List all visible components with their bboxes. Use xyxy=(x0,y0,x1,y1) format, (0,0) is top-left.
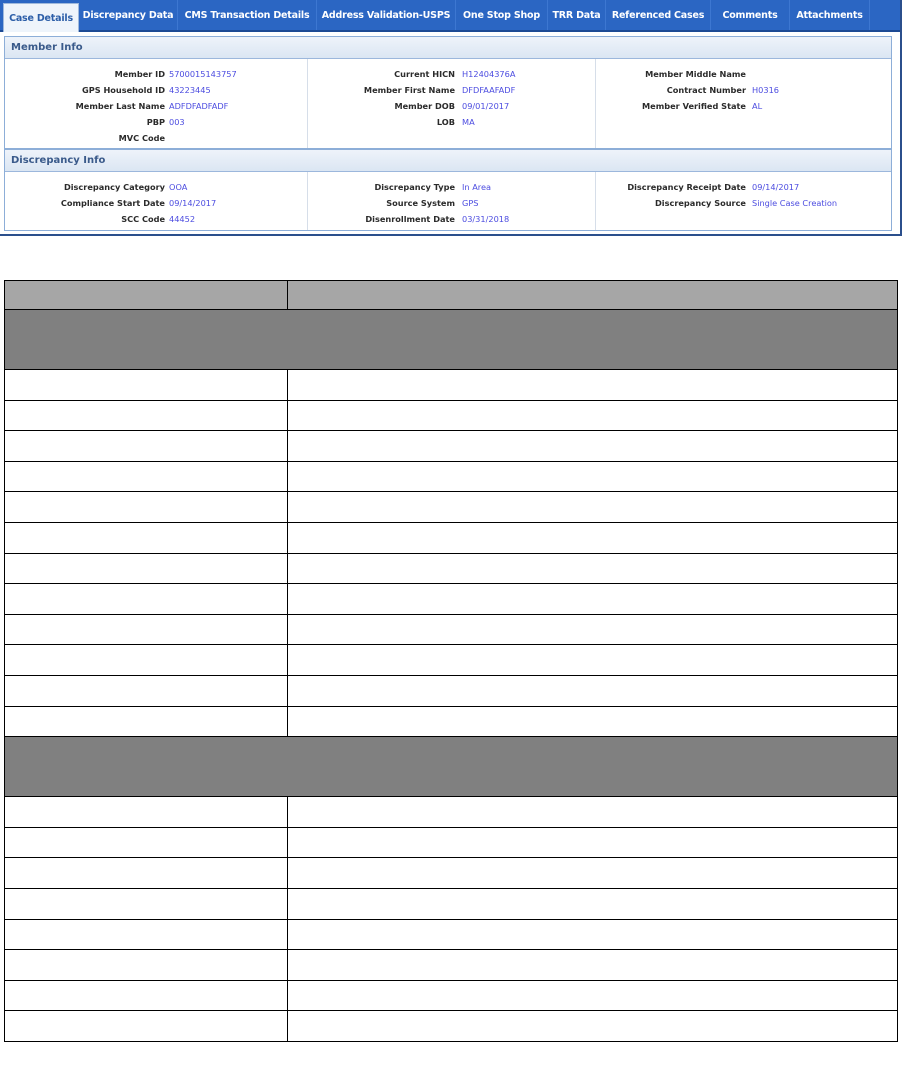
tab-cms-transaction-details[interactable]: CMS Transaction Details xyxy=(178,0,317,30)
table-row xyxy=(5,827,898,858)
table-cell xyxy=(288,553,898,584)
table-row xyxy=(5,370,898,401)
table-body xyxy=(5,310,898,1042)
tab-trr-data[interactable]: TRR Data xyxy=(548,0,606,30)
table-row xyxy=(5,980,898,1011)
discrepancy-type-field xyxy=(307,180,595,196)
member-dob-label: Member DOB xyxy=(394,101,455,111)
table-cell xyxy=(5,370,288,401)
member-dob-field xyxy=(307,99,595,115)
table-cell xyxy=(288,675,898,706)
table-header-row xyxy=(5,281,898,310)
disenrollment-date-value: 03/31/2018 xyxy=(462,214,510,224)
pbp-label: PBP xyxy=(146,117,165,127)
table-cell xyxy=(288,645,898,676)
tab-case-details[interactable]: Case Details xyxy=(3,3,79,32)
discrepancy-receipt-date-field xyxy=(595,180,891,196)
member-last-name-value: ADFDFADFADF xyxy=(169,101,229,111)
table-cell xyxy=(5,492,288,523)
table-header-cell xyxy=(288,281,898,310)
table-row xyxy=(5,461,898,492)
discrepancy-category-label: Discrepancy Category xyxy=(63,182,165,192)
table-cell xyxy=(5,675,288,706)
member-verified-state-field xyxy=(595,99,891,115)
table-cell xyxy=(5,614,288,645)
table-cell xyxy=(288,584,898,615)
table-cell xyxy=(288,827,898,858)
table-row xyxy=(5,797,898,828)
current-hicn-value: H12404376A xyxy=(462,69,516,79)
compliance-start-date-field xyxy=(5,196,307,212)
table-cell xyxy=(288,1011,898,1042)
table-row xyxy=(5,858,898,889)
table-cell xyxy=(288,614,898,645)
tab-address-validation-usps[interactable]: Address Validation-USPS xyxy=(317,0,456,30)
member-dob-value: 09/01/2017 xyxy=(462,101,510,111)
table-cell xyxy=(5,553,288,584)
scc-code-label: SCC Code xyxy=(121,214,165,224)
table-section-cell xyxy=(5,737,898,797)
pbp-value: 003 xyxy=(169,117,185,127)
table-cell xyxy=(288,492,898,523)
table-row xyxy=(5,950,898,981)
gps-household-id-value: 43223445 xyxy=(169,85,211,95)
discrepancy-source-field xyxy=(595,196,891,212)
case-details-window xyxy=(0,0,902,236)
table-row xyxy=(5,675,898,706)
table-cell xyxy=(288,370,898,401)
member-info-title: Member Info xyxy=(5,37,891,59)
table-row xyxy=(5,522,898,553)
scc-code-field xyxy=(5,212,307,228)
mvc-code-label: MVC Code xyxy=(118,133,165,143)
table-row xyxy=(5,584,898,615)
member-info-col-1 xyxy=(5,59,308,148)
table-cell xyxy=(288,706,898,737)
contract-number-field xyxy=(595,83,891,99)
table-row xyxy=(5,400,898,431)
table-row xyxy=(5,919,898,950)
tab-referenced-cases[interactable]: Referenced Cases xyxy=(606,0,711,30)
discrepancy-category-value: OOA xyxy=(169,182,188,192)
discrepancy-info-title: Discrepancy Info xyxy=(5,150,891,172)
table-section-row xyxy=(5,310,898,370)
table-cell xyxy=(5,980,288,1011)
discrepancy-info-col-1 xyxy=(5,172,308,230)
discrepancy-type-label: Discrepancy Type xyxy=(374,182,455,192)
table-cell xyxy=(288,888,898,919)
table-cell xyxy=(5,950,288,981)
member-verified-state-value: AL xyxy=(752,101,763,111)
table-cell xyxy=(288,797,898,828)
table-cell xyxy=(5,888,288,919)
member-info-panel xyxy=(4,36,892,149)
table-cell xyxy=(5,858,288,889)
compliance-start-date-value: 09/14/2017 xyxy=(169,198,217,208)
table-row xyxy=(5,614,898,645)
lob-label: LOB xyxy=(436,117,455,127)
table-header-cell xyxy=(5,281,288,310)
table-row xyxy=(5,431,898,462)
member-info-col-2 xyxy=(307,59,596,148)
member-last-name-label: Member Last Name xyxy=(75,101,165,111)
member-verified-state-label: Member Verified State xyxy=(642,101,746,111)
member-middle-name-label: Member Middle Name xyxy=(645,69,746,79)
table-section-cell xyxy=(5,310,898,370)
lob-value: MA xyxy=(462,117,475,127)
member-id-label: Member ID xyxy=(114,69,165,79)
table-cell xyxy=(288,950,898,981)
table-cell xyxy=(5,584,288,615)
member-last-name-field xyxy=(5,99,307,115)
member-info-col-3 xyxy=(595,59,891,148)
discrepancy-type-value: In Area xyxy=(462,182,492,192)
member-first-name-value: DFDFAAFADF xyxy=(462,85,516,95)
table-cell xyxy=(5,522,288,553)
discrepancy-category-field xyxy=(5,180,307,196)
table-row xyxy=(5,553,898,584)
tab-attachments[interactable]: Attachments xyxy=(790,0,870,30)
discrepancy-info-col-2 xyxy=(307,172,596,230)
lob-field xyxy=(307,115,595,131)
table-cell xyxy=(288,431,898,462)
gps-household-id-field xyxy=(5,83,307,99)
table-cell xyxy=(5,706,288,737)
table-row xyxy=(5,706,898,737)
disenrollment-date-field xyxy=(307,212,595,228)
table-cell xyxy=(288,400,898,431)
discrepancy-source-label: Discrepancy Source xyxy=(655,198,746,208)
pbp-field xyxy=(5,115,307,131)
member-id-field xyxy=(5,67,307,83)
current-hicn-field xyxy=(307,67,595,83)
discrepancy-info-col-3 xyxy=(595,172,891,230)
tab-discrepancy-data[interactable]: Discrepancy Data xyxy=(79,0,178,30)
table-cell xyxy=(5,1011,288,1042)
table-row xyxy=(5,645,898,676)
table-cell xyxy=(288,858,898,889)
scc-code-value: 44452 xyxy=(169,214,196,224)
gps-household-id-label: GPS Household ID xyxy=(81,85,165,95)
table-cell xyxy=(5,461,288,492)
table-cell xyxy=(5,400,288,431)
table-row xyxy=(5,888,898,919)
discrepancy-info-panel xyxy=(4,149,892,231)
source-system-field xyxy=(307,196,595,212)
table-cell xyxy=(5,827,288,858)
table-cell xyxy=(288,980,898,1011)
table-cell xyxy=(288,461,898,492)
source-system-label: Source System xyxy=(386,198,455,208)
table-section-row xyxy=(5,737,898,797)
contract-number-label: Contract Number xyxy=(666,85,746,95)
table-row xyxy=(5,492,898,523)
table-cell xyxy=(5,919,288,950)
member-id-value: 5700015143757 xyxy=(169,69,237,79)
table-row xyxy=(5,1011,898,1042)
table-cell xyxy=(288,522,898,553)
discrepancy-receipt-date-label: Discrepancy Receipt Date xyxy=(627,182,746,192)
member-middle-name-field xyxy=(595,67,891,83)
mvc-code-field xyxy=(5,131,307,147)
disenrollment-date-label: Disenrollment Date xyxy=(365,214,455,224)
table-cell xyxy=(288,919,898,950)
table-cell xyxy=(5,645,288,676)
tab-one-stop-shop[interactable]: One Stop Shop xyxy=(456,0,548,30)
table-cell xyxy=(5,431,288,462)
current-hicn-label: Current HICN xyxy=(394,69,455,79)
member-first-name-label: Member First Name xyxy=(363,85,455,95)
discrepancy-source-value: Single Case Creation xyxy=(752,198,838,208)
field-mapping-table xyxy=(4,280,898,1042)
tab-comments[interactable]: Comments xyxy=(711,0,790,30)
contract-number-value: H0316 xyxy=(752,85,779,95)
tab-bar xyxy=(0,0,900,32)
member-first-name-field xyxy=(307,83,595,99)
discrepancy-receipt-date-value: 09/14/2017 xyxy=(752,182,800,192)
table-cell xyxy=(5,797,288,828)
compliance-start-date-label: Compliance Start Date xyxy=(60,198,165,208)
source-system-value: GPS xyxy=(462,198,479,208)
